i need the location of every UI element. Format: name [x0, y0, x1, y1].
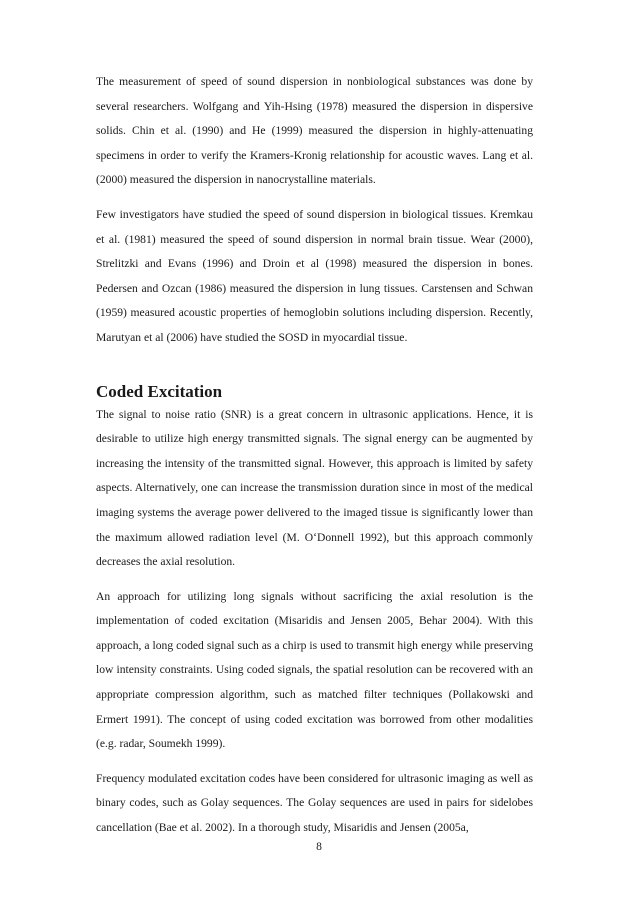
page-number: 8 [316, 840, 322, 853]
paragraph-biological-dispersion: Few investigators have studied the speed of sound dispersion in biological tissues. Kremkau et al. (1981) measured the speed of sound dispersion in normal brain tissue. Wear (2000), Strelitzki and Evans (1996) and Droin et al (1998) measured the dispersion in bones. Pedersen and Ozcan (1986) measured the dispersion in lung tissues. Carstensen and Schwan (1959) measured acoustic properties of hemoglobin solutions including dispersion. Recently, Marutyan et al (2006) have studied the SOSD in myocardial tissue. [96, 207, 533, 344]
paragraph-coded-excitation-approach: An approach for utilizing long signals without sacrificing the axial resolution is the implementation of coded excitation (Misaridis and Jensen 2005, Behar 2004). With this approach, a long coded signal such as a chirp is used to transmit high energy while preserving low intensity constraints. Using coded signals, the spatial resolution can be recovered with an appropriate compression algorithm, such as matched filter techniques (Pollakowski and Ermert 1991). The concept of using coded excitation was borrowed from other modalities (e.g. radar, Soumekh 1999). [96, 589, 533, 751]
section-heading: Coded Excitation [96, 381, 223, 401]
paragraph-snr: The signal to noise ratio (SNR) is a great concern in ultrasonic applications. Hence, it is desirable to utilize high energy transmitted signals. The signal energy can be augmented by increasing the intensity of the transmitted signal. However, this approach is limited by safety aspects. Alternatively, one can increase the transmission duration since in most of the medical imaging systems the average power delivered to the imaged tissue is significantly lower than the maximum allowed radiation level (M. O‘Donnell 1992), but this approach commonly decreases the axial resolution. [96, 407, 533, 569]
paragraph-nonbiological-dispersion: The measurement of speed of sound dispersion in nonbiological substances was done by several researchers. Wolfgang and Yih-Hsing (1978) measured the dispersion in dispersive solids. Chin et al. (1990) and He (1999) measured the dispersion in highly-attenuating specimens in order to verify the Kramers-Kronig relationship for acoustic waves. Lang et al. (2000) measured the dispersion in nanocrystalline materials. [96, 75, 533, 187]
paragraph-frequency-modulated-codes: Frequency modulated excitation codes have been considered for ultrasonic imaging as well as binary codes, such as Golay sequences. The Golay sequences are used in pairs for sidelobes cancellation (Bae et al. 2002). In a thorough study, Misaridis and Jensen (2005a, [96, 771, 533, 835]
document-page [96, 70, 533, 851]
